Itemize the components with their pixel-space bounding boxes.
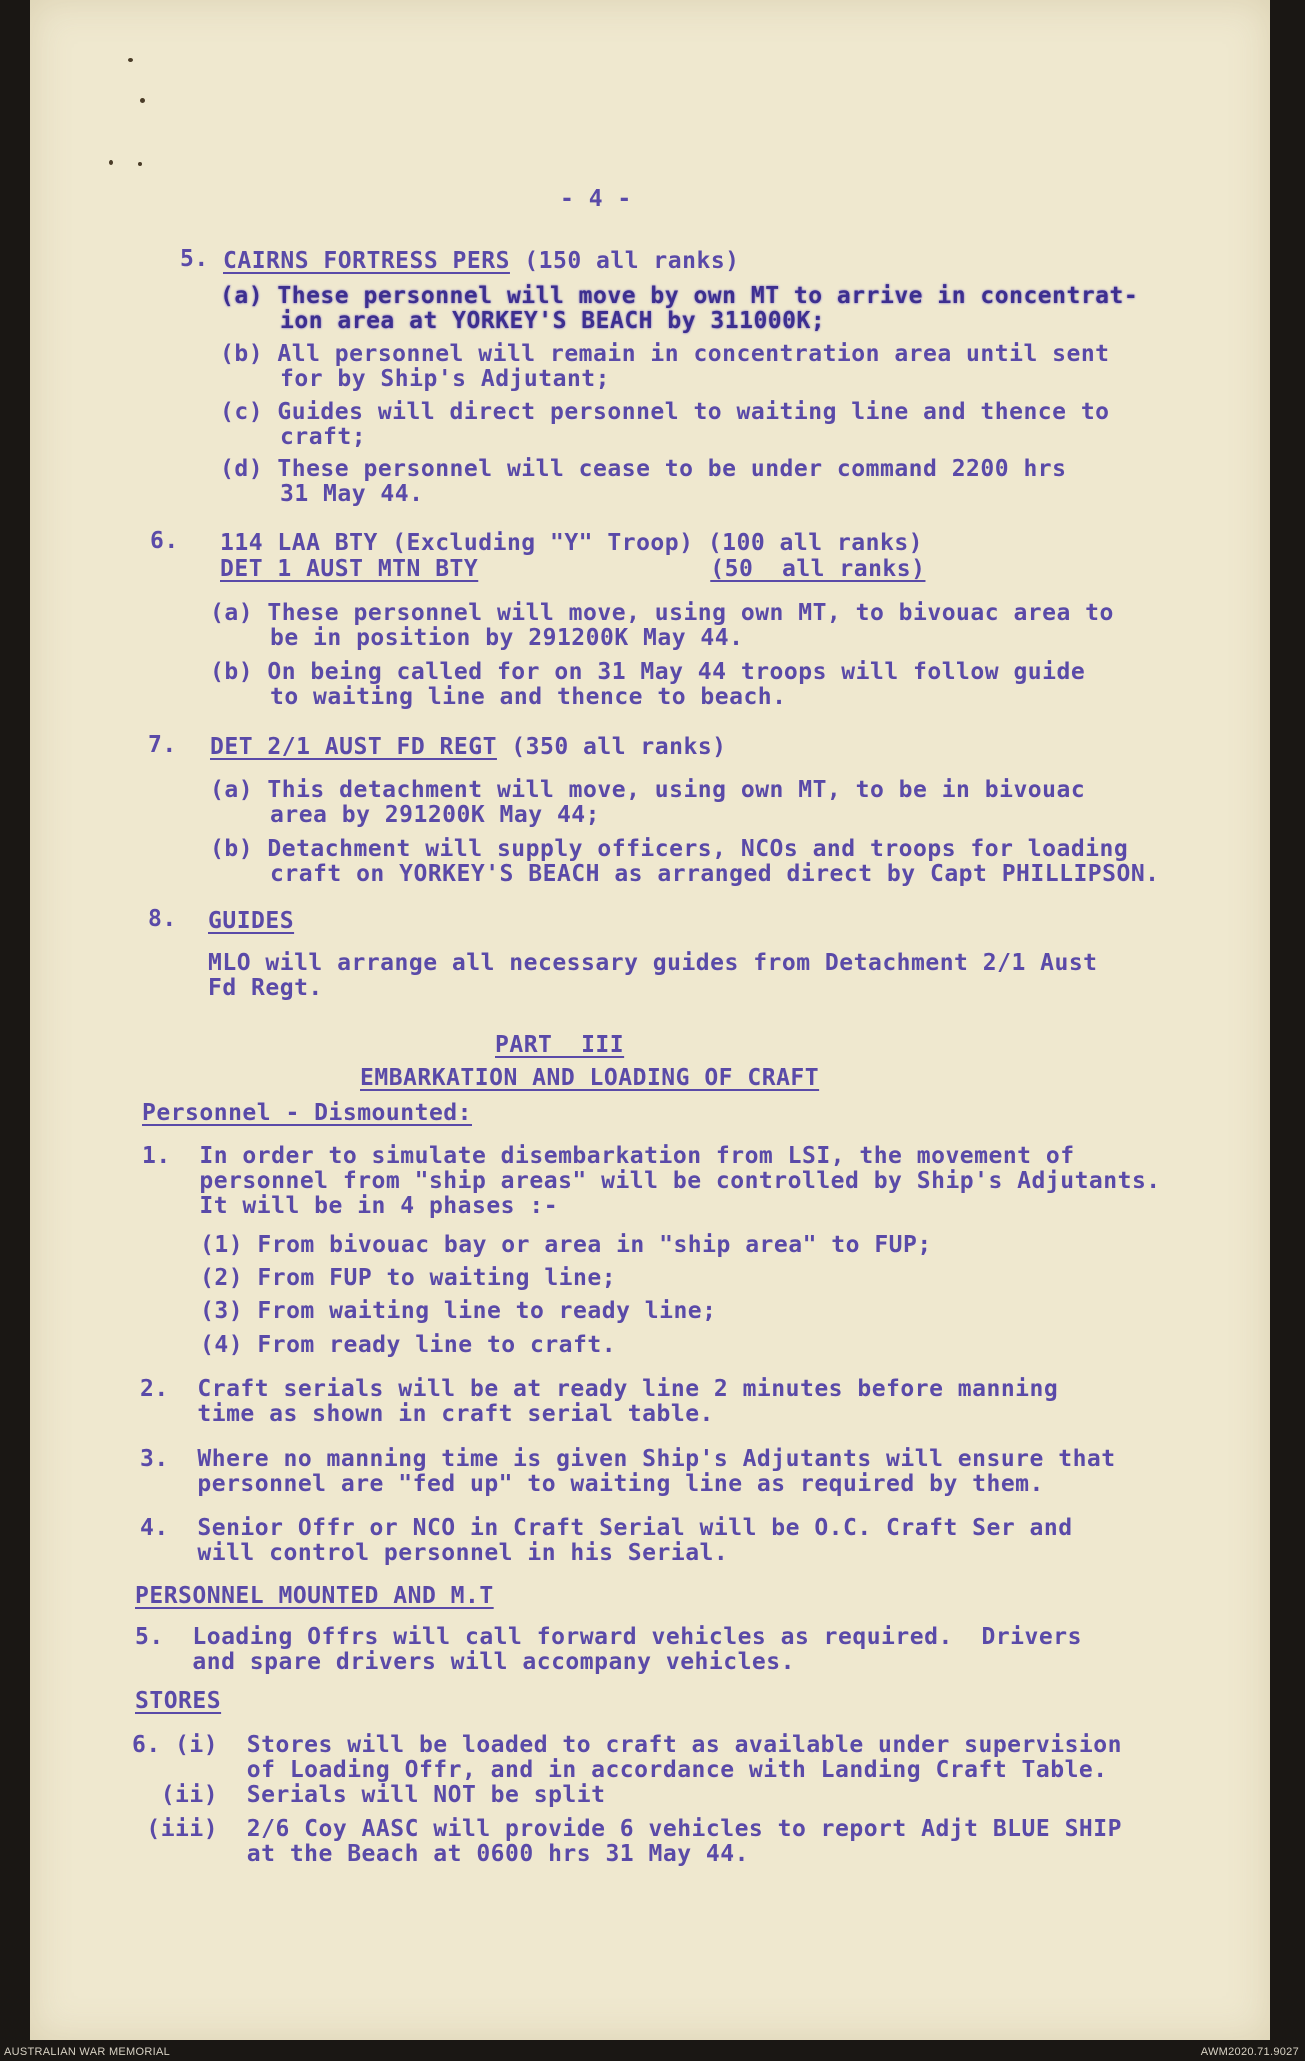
ink-speck — [140, 98, 145, 103]
para-line: 3. Where no manning time is given Ship's Adjutants will ensure that — [140, 1446, 1116, 1472]
subheading-stores: STORES — [135, 1688, 222, 1714]
stores-line: 6. (i) Stores will be loaded to craft as available under supervision — [132, 1732, 1122, 1758]
para-line: 4. Senior Offr or NCO in Craft Serial will be O.C. Craft Ser and — [140, 1515, 1073, 1541]
para-line: 5. Loading Offrs will call forward vehicles as required. Drivers — [135, 1624, 1082, 1650]
para-line: 2. Craft serials will be at ready line 2 minutes before manning — [140, 1376, 1059, 1402]
part-title: PART III — [495, 1032, 625, 1058]
subheading-dismounted: Personnel - Dismounted: — [142, 1100, 472, 1126]
section-heading: 114 LAA BTY (Excluding "Y" Troop) — [220, 530, 694, 556]
item-line: craft; — [280, 424, 367, 450]
item-line: craft on YORKEY'S BEACH as arranged direct by Capt PHILLIPSON. — [270, 861, 1160, 887]
para-line: 1. In order to simulate disembarkation from LSI, the movement of — [142, 1143, 1075, 1169]
section-heading: DET 2/1 AUST FD REGT — [210, 734, 497, 760]
para-line: personnel are "fed up" to waiting line as required by them. — [140, 1471, 1044, 1497]
section-tail-2: (50 all ranks) — [710, 556, 926, 582]
stores-line: (ii) Serials will NOT be split — [132, 1782, 606, 1808]
subheading-mounted: PERSONNEL MOUNTED AND M.T — [135, 1583, 494, 1609]
section-tail: (150 all ranks) — [509, 248, 740, 274]
para-line: time as shown in craft serial table. — [140, 1401, 714, 1427]
section-tail: (100 all ranks) — [693, 530, 924, 556]
item-line: (b) Detachment will supply officers, NCOs and troops for loading — [210, 836, 1129, 862]
item-line: (a) These personnel will move by own MT to arrive in concentrat- — [220, 283, 1139, 309]
para-line: personnel from "ship areas" will be controlled by Ship's Adjutants. — [142, 1168, 1161, 1194]
item-line: (b) All personnel will remain in concentration area until sent — [220, 341, 1110, 367]
item-line: (c) Guides will direct personnel to waiting line and thence to — [220, 399, 1110, 425]
item-line: to waiting line and thence to beach. — [270, 684, 787, 710]
footer-institution: AUSTRALIAN WAR MEMORIAL — [4, 2046, 171, 2058]
section-heading: GUIDES — [208, 908, 295, 934]
section-number: 8. — [148, 906, 177, 932]
item-line: ion area at YORKEY'S BEACH by 311000K; — [280, 308, 826, 334]
phase-line: (1) From bivouac bay or area in "ship area" to FUP; — [200, 1232, 932, 1258]
para-line: and spare drivers will accompany vehicles. — [135, 1649, 795, 1675]
stores-line: at the Beach at 0600 hrs 31 May 44. — [132, 1841, 749, 1867]
ink-speck — [138, 162, 142, 166]
section-number: 5. — [180, 246, 209, 272]
footer-catalog-id: AWM2020.71.9027 — [1200, 2046, 1299, 2058]
ink-speck — [128, 58, 133, 62]
item-line: be in position by 291200K May 44. — [270, 625, 744, 651]
section-number: 6. — [150, 528, 179, 554]
phase-line: (3) From waiting line to ready line; — [200, 1298, 717, 1324]
item-line: (b) On being called for on 31 May 44 troops will follow guide — [210, 659, 1086, 685]
ink-speck — [109, 160, 113, 165]
body-line: MLO will arrange all necessary guides from Detachment 2/1 Aust — [208, 950, 1098, 976]
body-line: Fd Regt. — [208, 975, 323, 1001]
para-line: will control personnel in his Serial. — [140, 1540, 729, 1566]
item-line: for by Ship's Adjutant; — [280, 366, 610, 392]
phase-line: (4) From ready line to craft. — [200, 1332, 617, 1358]
stores-line: (iii) 2/6 Coy AASC will provide 6 vehicles to report Adjt BLUE SHIP — [132, 1816, 1122, 1842]
document-page — [30, 0, 1270, 2040]
page-number: - 4 - — [560, 186, 632, 212]
stores-line: of Loading Offr, and in accordance with Landing Craft Table. — [132, 1757, 1108, 1783]
section-number: 7. — [148, 732, 177, 758]
item-line: (a) These personnel will move, using own MT, to bivouac area to — [210, 600, 1114, 626]
phase-line: (2) From FUP to waiting line; — [200, 1265, 617, 1291]
part-subtitle: EMBARKATION AND LOADING OF CRAFT — [360, 1065, 820, 1091]
item-line: area by 291200K May 44; — [270, 802, 600, 828]
section-heading: CAIRNS FORTRESS PERS — [223, 248, 510, 274]
section-tail: (350 all ranks) — [496, 734, 727, 760]
section-heading-2: DET 1 AUST MTN BTY — [220, 556, 479, 582]
para-line: It will be in 4 phases :- — [142, 1193, 559, 1219]
item-line: 31 May 44. — [280, 481, 424, 507]
item-line: (d) These personnel will cease to be under command 2200 hrs — [220, 456, 1067, 482]
item-line: (a) This detachment will move, using own MT, to be in bivouac — [210, 777, 1086, 803]
